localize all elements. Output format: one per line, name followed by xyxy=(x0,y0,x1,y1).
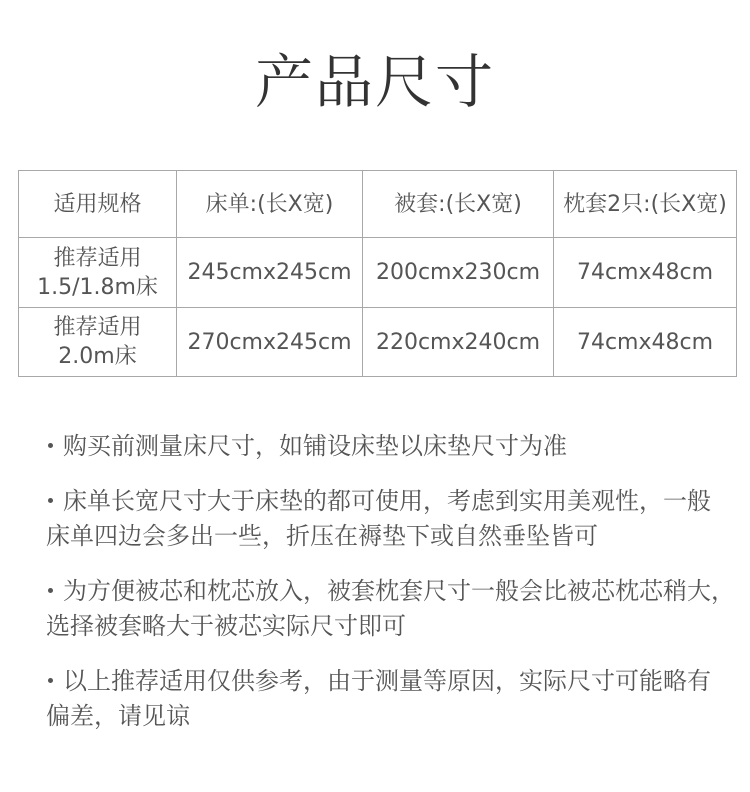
bullet-icon xyxy=(48,678,53,683)
note-line: 选择被套略大于被芯实际尺寸即可 xyxy=(46,612,406,640)
header-cell-pillowcase: 枕套2只:(长X宽) xyxy=(554,171,737,238)
cell-sheet-size: 270cmx245cm xyxy=(177,308,363,377)
cell-duvet-size: 220cmx240cm xyxy=(363,308,554,377)
note-text: 为方便被芯和枕芯放入，被套枕套尺寸一般会比被芯枕芯稍大， xyxy=(63,577,735,605)
cell-sheet-size: 245cmx245cm xyxy=(177,238,363,308)
page-title: 产品尺寸 xyxy=(254,48,495,116)
cell-duvet-size: 200cmx230cm xyxy=(363,238,554,308)
cell-pillowcase-size: 74cmx48cm xyxy=(554,308,737,377)
note-item xyxy=(46,574,746,644)
note-text: 购买前测量床尺寸，如铺设床垫以床垫尺寸为准 xyxy=(63,432,567,460)
cell-pillowcase-size: 74cmx48cm xyxy=(554,238,737,308)
table-row xyxy=(19,308,737,377)
size-spec-table xyxy=(18,170,737,377)
note-line xyxy=(46,484,746,519)
bullet-icon xyxy=(48,498,53,503)
note-text: 床单长宽尺寸大于床垫的都可使用，考虑到实用美观性，一般 xyxy=(63,487,711,515)
note-line xyxy=(46,664,746,699)
cell-spec xyxy=(19,308,177,377)
note-line: 床单四边会多出一些，折压在褥垫下或自然垂坠皆可 xyxy=(46,522,598,550)
notes-list xyxy=(46,429,746,754)
header-cell-spec: 适用规格 xyxy=(19,171,177,238)
bullet-icon xyxy=(48,443,53,448)
cell-spec-line: 2.0m床 xyxy=(58,344,137,369)
note-item xyxy=(46,484,746,554)
cell-spec-line: 推荐适用 xyxy=(53,245,142,271)
header-cell-sheet: 床单:(长X宽) xyxy=(177,171,363,238)
bullet-icon xyxy=(48,588,53,593)
note-item xyxy=(46,664,746,734)
cell-spec-line: 推荐适用 xyxy=(53,315,142,340)
cell-spec-line: 1.5/1.8m床 xyxy=(37,274,158,300)
note-line xyxy=(46,574,746,609)
table-row xyxy=(19,238,737,308)
note-text: 以上推荐适用仅供参考，由于测量等原因，实际尺寸可能略有 xyxy=(63,667,711,695)
table-header-row xyxy=(19,171,737,238)
cell-spec xyxy=(19,238,177,308)
note-line xyxy=(46,429,746,464)
note-item xyxy=(46,429,746,464)
header-cell-duvet: 被套:(长X宽) xyxy=(363,171,554,238)
note-line: 偏差，请见谅 xyxy=(46,702,190,730)
